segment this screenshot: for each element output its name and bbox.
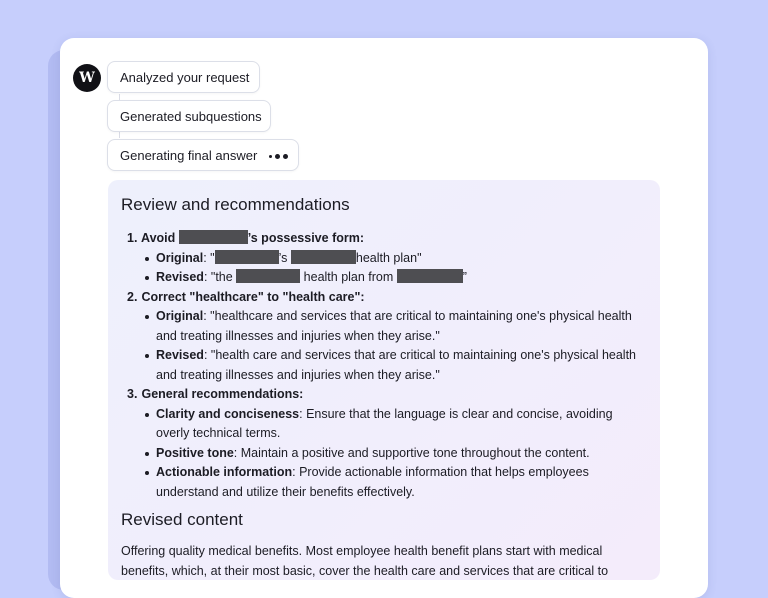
step-generating[interactable] [107,139,299,171]
bullet-label: Original [156,250,204,265]
step-analyzed[interactable] [107,61,260,93]
bullet-text: ” [462,270,467,284]
list-item [121,249,647,269]
item-label: ’s possessive form: [247,231,365,245]
step-generating-label: Generating final answer [120,148,258,163]
review-title: Review and recommendations [121,195,350,214]
list-item [121,463,647,502]
item-label: Correct "healthcare" to "health care": [141,289,365,304]
bullet-label: Positive tone [156,445,234,460]
revised-title: Revised content [121,510,243,529]
list-item [121,405,647,444]
revised-paragraph: Offering quality medical benefits. Most employee health benefit plans start with medical benefits, which, at their most basic, cover the health care and services that are critical to [121,544,609,578]
bullet-text: : Ensure that the language is clear and concise, avoiding overly technical terms. [156,406,613,440]
bullet-text: health plan from [300,270,397,284]
loading-dots-icon [269,154,288,159]
item-label: General recommendations: [141,387,304,401]
bullet-text: : Maintain a positive and supportive tone throughout the content. [233,445,590,460]
item-number: 2. [127,289,138,304]
bullet-text: : Provide actionable information that helps employees understand and utilize their benefits effectively. [156,465,589,499]
bullet-label: Actionable information [156,465,293,479]
redaction-box [291,250,356,264]
bullet-label: Original [156,309,204,323]
bullet-text: ’s [278,250,291,265]
logo-w-icon: W [73,64,101,92]
step-subquestions-label: Generated subquestions [120,109,262,124]
bullet-text: : "the [203,270,237,284]
redaction-box [397,269,463,283]
bullet-text: : "healthcare and services that are critical to maintaining one's physical health and treating illnesses and injuries when they arise." [156,309,632,343]
bullet-text: health plan" [355,250,422,265]
redaction-box [179,230,248,244]
list-item [121,307,647,346]
bullet-label: Revised [156,348,204,362]
redaction-box [215,250,279,264]
bullet-label: Revised [156,270,204,284]
item-number: 1. [127,231,138,245]
step-subquestions[interactable] [107,100,271,132]
list-item [121,444,647,464]
item-label: Avoid [141,231,179,245]
list-item [121,229,647,249]
bullet-text: : "health care and services that are critical to maintaining one's physical health and treating illnesses and injuries when they arise." [156,348,637,382]
bullet-text: : " [203,250,215,265]
item-number: 3. [127,387,138,401]
list-item [121,288,647,308]
bullet-label: Clarity and conciseness [156,406,300,421]
step-analyzed-label: Analyzed your request [120,70,250,85]
answer-panel [108,180,660,580]
list-item [121,268,647,288]
list-item [121,346,647,385]
redaction-box [236,269,300,283]
list-item [121,385,647,405]
